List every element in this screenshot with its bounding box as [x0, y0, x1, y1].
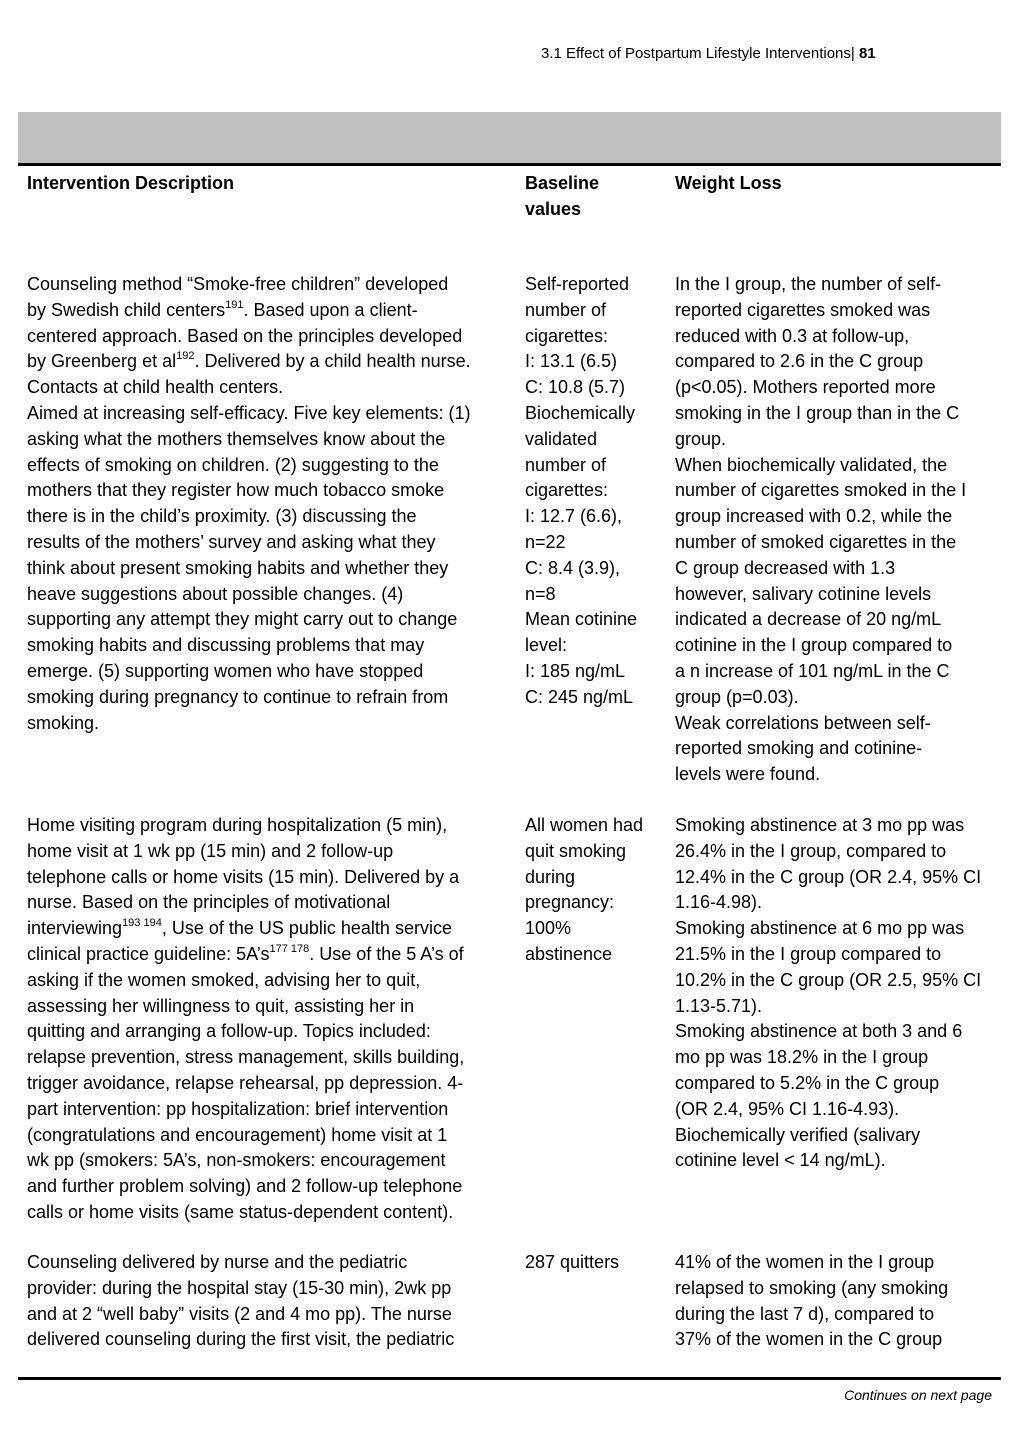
table-cell-line: home visit at 1 wk pp (15 min) and 2 follow-up: [27, 840, 394, 861]
table-bottom-rule: [18, 1377, 1001, 1380]
table-cell-line: by Greenberg et al: [27, 351, 177, 372]
table-cell-line: number of cigarettes smoked in the I: [675, 480, 967, 501]
table-cell-line: mothers that they register how much tobacco smoke: [27, 480, 445, 501]
table-cell-line: 100%: [525, 918, 572, 939]
citation-ref: 192: [176, 350, 195, 363]
citation-ref: 193 194: [122, 917, 162, 930]
header-weight-loss: Weight Loss: [675, 173, 782, 193]
table-cell-line: 26.4% in the I group, compared to: [675, 840, 947, 861]
table-cell-line: 10.2% in the C group (OR 2.5, 95% CI: [675, 969, 982, 990]
table-cell-line: Smoking abstinence at 3 mo pp was: [675, 815, 965, 835]
table-cell-line: , Use of the US public health service: [161, 918, 452, 939]
citation-ref: 191: [225, 298, 244, 311]
table-cell-line: C: 245 ng/mL: [525, 686, 634, 707]
table-cell-line: calls or home visits (same status-dependent content).: [27, 1201, 454, 1222]
running-head-title: 3.1 Effect of Postpartum Lifestyle Interventions: [541, 45, 851, 62]
row1-baseline: [525, 272, 665, 711]
table-cell-line: 21.5% in the I group compared to: [675, 943, 942, 964]
table-cell-line: All women had: [525, 815, 644, 835]
table-cell-line: Aimed at increasing self-efficacy. Five key elements: (1): [27, 402, 471, 423]
table-cell-line: 1.13-5.71).: [675, 995, 763, 1016]
table-cell-line: (congratulations and encouragement) home visit at 1: [27, 1124, 448, 1145]
table-cell-line: 41% of the women in the I group: [675, 1252, 935, 1272]
table-cell-line: relapse prevention, stress management, skills building,: [27, 1047, 465, 1068]
table-cell-line: When biochemically validated, the: [675, 454, 948, 475]
table-cell-line: cotinine in the I group compared to: [675, 635, 953, 656]
table-cell-line: and further problem solving) and 2 follow-up telephone: [27, 1176, 463, 1197]
table-cell-line: and at 2 “well baby” visits (2 and 4 mo pp). The nurse: [27, 1303, 452, 1324]
citation-ref: 177 178: [269, 942, 310, 955]
table-cell-line: I: 185 ng/mL: [525, 660, 626, 681]
table-cell-line: smoking.: [27, 712, 100, 733]
table-cell-line: cigarettes:: [525, 480, 609, 501]
table-cell-line: . Delivered by a child health nurse.: [194, 351, 471, 372]
table-cell-line: group increased with 0.2, while the: [675, 506, 953, 527]
table-cell-line: a n increase of 101 ng/mL in the C: [675, 660, 950, 681]
table-cell-line: level:: [525, 635, 568, 656]
table-cell-line: group.: [675, 428, 727, 449]
row1-description: [27, 272, 511, 736]
row1-result: [675, 272, 1000, 788]
table-cell-line: I: 12.7 (6.6),: [525, 506, 623, 527]
table-cell-line: by Swedish child centers: [27, 299, 226, 320]
table-cell-line: smoking in the I group than in the C: [675, 402, 960, 423]
table-cell-line: number of smoked cigarettes in the: [675, 531, 957, 552]
table-cell-line: think about present smoking habits and whether they: [27, 557, 449, 578]
table-cell-line: quitting and arranging a follow-up. Topics included:: [27, 1021, 431, 1042]
header-intervention: Intervention Description: [27, 173, 235, 193]
table-cell-line: In the I group, the number of self-: [675, 274, 942, 294]
table-cell-line: during: [525, 866, 576, 887]
table-cell-line: cotinine level < 14 ng/mL).: [675, 1150, 886, 1171]
table-cell-line: effects of smoking on children. (2) suggesting to the: [27, 454, 439, 475]
table-cell-line: mo pp was 18.2% in the I group: [675, 1047, 929, 1068]
table-cell-line: 287 quitters: [525, 1252, 620, 1272]
table-cell-line: Mean cotinine: [525, 609, 638, 630]
table-cell-line: pregnancy:: [525, 892, 615, 913]
table-cell-line: validated: [525, 428, 598, 449]
table-cell-line: centered approach. Based on the principles developed: [27, 325, 463, 346]
table-cell-line: asking what the mothers themselves know about the: [27, 428, 446, 449]
header-baseline: [525, 170, 665, 222]
table-title-band: [18, 112, 1001, 163]
table-cell-line: (OR 2.4, 95% CI 1.16-4.93).: [675, 1098, 900, 1119]
table-cell-line: clinical practice guideline: 5A’s: [27, 943, 270, 964]
table-cell-line: Home visiting program during hospitalization (5 min),: [27, 815, 448, 835]
table-cell-line: there is in the child’s proximity. (3) discussing the: [27, 506, 417, 527]
table-cell-line: n=22: [525, 531, 566, 552]
table-cell-line: delivered counseling during the first visit, the pediatric: [27, 1329, 455, 1350]
row2-description: [27, 813, 511, 1226]
table-cell-line: Biochemically verified (salivary: [675, 1124, 921, 1145]
table-cell-line: . Use of the 5 A’s of: [309, 943, 464, 964]
table-cell-line: nurse. Based on the principles of motivational: [27, 892, 391, 913]
row2-baseline: [525, 813, 665, 968]
row3-description: [27, 1250, 511, 1353]
table-cell-line: during the last 7 d), compared to: [675, 1303, 935, 1324]
table-cell-line: smoking habits and discussing problems that may: [27, 635, 425, 656]
table-cell-line: reported cigarettes smoked was: [675, 299, 931, 320]
table-cell-line: part intervention: pp hospitalization: brief intervention: [27, 1098, 449, 1119]
table-cell-line: interviewing: [27, 918, 123, 939]
table-cell-line: Biochemically: [525, 402, 636, 423]
table-cell-line: assessing her willingness to quit, assisting her in: [27, 995, 415, 1016]
table-cell-line: 1.16-4.98).: [675, 892, 763, 913]
table-cell-line: heave suggestions about possible changes. (4): [27, 583, 404, 604]
header-baseline-line1: Baseline: [525, 173, 600, 193]
table-cell-line: Counseling delivered by nurse and the pediatric: [27, 1252, 408, 1272]
table-cell-line: levels were found.: [675, 764, 821, 785]
table-cell-line: number of: [525, 454, 607, 475]
table-cell-line: I: 13.1 (6.5): [525, 351, 618, 372]
table-cell-line: provider: during the hospital stay (15-30 min), 2wk pp: [27, 1277, 452, 1298]
table-cell-line: C: 8.4 (3.9),: [525, 557, 621, 578]
row3-baseline: [525, 1250, 665, 1276]
table-cell-line: wk pp (smokers: 5A’s, non-smokers: encouragement: [27, 1150, 446, 1171]
table-cell-line: 37% of the women in the C group: [675, 1329, 943, 1350]
table-cell-line: compared to 5.2% in the C group: [675, 1072, 940, 1093]
table-cell-line: n=8: [525, 583, 556, 604]
row2-result: [675, 813, 1000, 1174]
table-cell-line: Contacts at child health centers.: [27, 377, 284, 398]
running-head: [541, 44, 876, 64]
table-cell-line: smoking during pregnancy to continue to refrain from: [27, 686, 449, 707]
header-baseline-line2: values: [525, 199, 582, 219]
table-cell-line: Weak correlations between self-: [675, 712, 931, 733]
table-cell-line: supporting any attempt they might carry out to change: [27, 609, 458, 630]
table-cell-line: abstinence: [525, 943, 613, 964]
row3-result: [675, 1250, 1000, 1353]
table-cell-line: . Based upon a client-: [243, 299, 418, 320]
table-cell-line: cigarettes:: [525, 325, 609, 346]
continues-note: Continues on next page: [844, 1387, 992, 1403]
table-cell-line: reported smoking and cotinine-: [675, 738, 923, 759]
table-cell-line: number of: [525, 299, 607, 320]
table-top-rule: [18, 163, 1001, 166]
running-head-separator: |: [850, 45, 855, 62]
table-cell-line: emerge. (5) supporting women who have stopped: [27, 660, 424, 681]
page-number: 81: [858, 45, 876, 62]
table-cell-line: trigger avoidance, relapse rehearsal, pp depression. 4-: [27, 1072, 464, 1093]
table-cell-line: Smoking abstinence at 6 mo pp was: [675, 918, 965, 939]
table-cell-line: 12.4% in the C group (OR 2.4, 95% CI: [675, 866, 982, 887]
table-cell-line: Self-reported: [525, 274, 630, 294]
table-cell-line: C group decreased with 1.3: [675, 557, 896, 578]
table-cell-line: telephone calls or home visits (15 min). Delivered by a: [27, 866, 460, 887]
table-cell-line: reduced with 0.3 at follow-up,: [675, 325, 910, 346]
table-cell-line: relapsed to smoking (any smoking: [675, 1277, 949, 1298]
table-cell-line: compared to 2.6 in the C group: [675, 351, 924, 372]
table-cell-line: Smoking abstinence at both 3 and 6: [675, 1021, 963, 1042]
table-cell-line: (p<0.05). Mothers reported more: [675, 377, 936, 398]
table-cell-line: C: 10.8 (5.7): [525, 377, 626, 398]
table-cell-line: indicated a decrease of 20 ng/mL: [675, 609, 942, 630]
table-cell-line: quit smoking: [525, 840, 627, 861]
table-cell-line: asking if the women smoked, advising her to quit,: [27, 969, 421, 990]
table-cell-line: results of the mothers’ survey and asking what they: [27, 531, 436, 552]
table-cell-line: however, salivary cotinine levels: [675, 583, 932, 604]
table-cell-line: Counseling method “Smoke-free children” developed: [27, 274, 449, 294]
table-cell-line: group (p=0.03).: [675, 686, 799, 707]
